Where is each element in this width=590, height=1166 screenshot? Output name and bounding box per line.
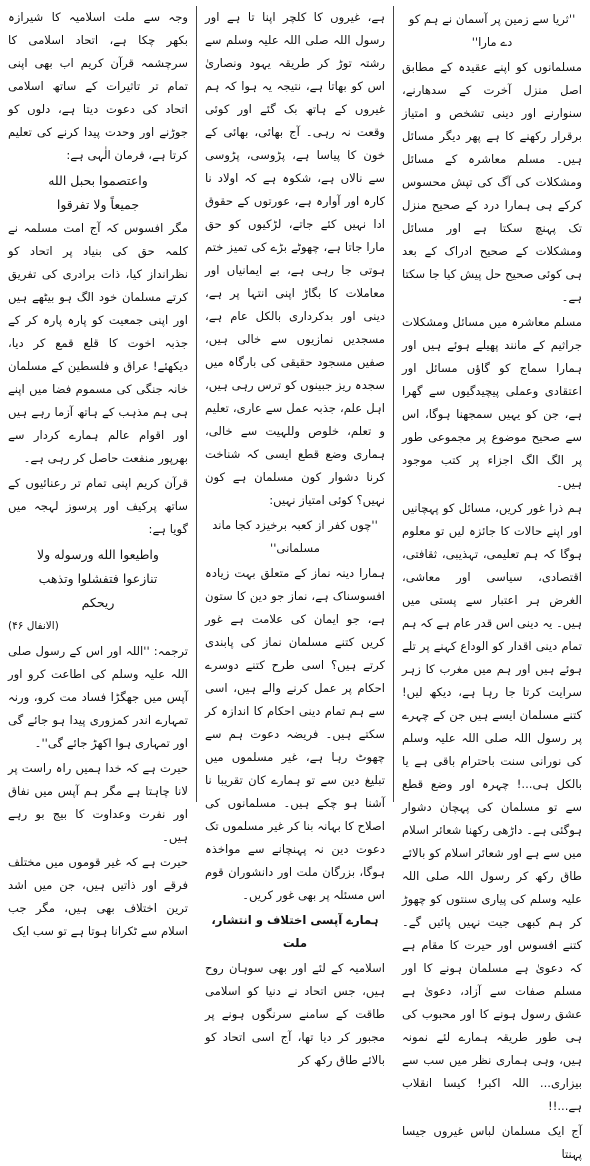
article-paragraph: مسلم معاشرہ میں مسائل ومشکلات جراثیم کے مانند پھیلے ہوئے ہیں اور ہمارا سماج کو گاؤں مسائل اور اعتقادی وعملی پیچیدگیوں سے گھرا ہے، جن کو یہیں سمجھنا ہوگا، اس سے صحیح موضوع پر مجموعی طور پر الگ الگ اجزاء پر کتب موجود ہیں۔	[402, 315, 582, 490]
verse-reference: (الانفال ۴۶)	[8, 620, 59, 632]
article-paragraph: ہمارا دینہ نماز کے متعلق بہت زیادہ افسوسناک ہے، نماز جو دین کا ستون ہے، جو ایمان کی علامت ہے غور کریں کتنے مسلمان نماز کی پابندی کرتے ہیں؟ اسی طرح کتنے دوسرے احکام پر عمل کرنے والے ہیں، اسی سے ہم تمام دینی احکام کا اندازہ کر سکتے ہیں۔ فریضہ دعوت ہم سے چھوٹ رہا ہے، غیر مسلموں میں تبلیغ دین سے تو ہمارے کان تقریبا نا آشنا ہو چکے ہیں۔ مسلمانوں کی اصلاح کا بہانہ بنا کر غیر مسلموں تک دعوت دین نہ پہنچانے سے مواخذہ ہوگا، بزرگان ملت اور دانشوران قوم اس مسئلہ پر بھی غور کریں۔	[205, 566, 385, 902]
article-paragraph: ہم ذرا غور کریں، مسائل کو پہچانیں اور اپنے حالات کا جائزہ لیں تو معلوم ہوگا کہ ہم تعلیمی، تہذیبی، ثقافتی، اقتصادی، سیاسی اور معاشی، الغرض ہر اعتبار سے پستی میں ہیں۔ یہ دینی اس قدر عام ہے کہ ہم تمام دینی اقدار کو الوداع کہنے پر تلے ہوئے ہیں اور ہم میں مغرب کا زہر سرایت کرتا جا رہا ہے، دیکھ لیں! کتنے مسلمان ایسے ہیں جن کے چہرے پر رسول اللہ صلی اللہ علیہ وسلم کی نورانی سنت باحترام باقی ہے یا بالکل ہی...! چہرہ اور وضع قطع سے تو مسلمان کی پہچان دشوار ہوگئی ہے۔ داڑھی رکھنا شعائر اسلام میں سے ہے اور شعائر اسلام کو بالائے طاق رکھ کر رسول اللہ صلی اللہ علیہ وسلم کی پیاری سنتوں کو چھوڑ کر ہم کبھی جیت نہیں پائیں گے۔ کتنے افسوس اور حیرت کا مقام ہے کہ دعویٰ ہے مسلمان ہونے کا اور مسلم صفات سے آزاد، دعویٰ ہے عشق رسول ہونے کا اور محبوب کی ہی طور طریقہ ہمارے لئے نمونہ ہیں، وہی ہماری نظر میں سب سے بیزاری... اللہ اکبر! کیسا انقلاب ہے...!!	[402, 501, 582, 1113]
article-paragraph: حیرت ہے کہ خدا ہمیں راہ راست پر لانا چاہتا ہے مگر ہم آپس میں نفاق اور نفرت وعداوت کا بیج بو رہے ہیں۔	[8, 761, 188, 844]
quranic-verse: تنازعوا فتفشلوا وتذهب	[38, 571, 158, 586]
article-paragraph: حیرت ہے کہ غیر قوموں میں مختلف فرقے اور ذاتیں ہیں، جن میں اشد ترین اختلاف بھی ہیں، مگر جب اسلام سے ٹکرانا ہوتا ہے تو سب ایک	[8, 855, 188, 938]
article-paragraph: مسلمانوں کو اپنے عقیدہ کے مطابق اصل منزل آخرت کے سدھارنے، سنوارنے اور دینی تشخص و امتیاز برقرار رکھنے کا ہے پھر دیگر مسائل ہیں۔ مسلم معاشرہ کے مسائل ومشکلات کی آگ کی تپش محسوس کرکے ہی ہمارا درد کے صحیح منزل تک پہنچ سکتا ہے اور مسائل ومشکلات کے صحیح ادراک کے بعد ہی کوئی صحیح حل پیش کیا جا سکتا ہے۔	[402, 60, 582, 304]
article-paragraph: قرآن کریم اپنی تمام تر رعنائیوں کے ساتھ پرکیف اور پرسوز لہجہ میں گویا ہے:	[8, 476, 188, 536]
column-middle	[203, 6, 387, 1067]
column-divider	[393, 6, 394, 802]
quranic-verse: جميعاً ولا تفرقوا	[56, 197, 140, 212]
column-right	[400, 6, 584, 1161]
article-paragraph: آج ایک مسلمان لباس غیروں جیسا پہنتا	[402, 1124, 582, 1161]
quoted-verse: ''ثریا سے زمین پر آسمان نے ہم کو دے مارا''	[408, 12, 576, 49]
article-paragraph: ہے، غیروں کا کلچر اپنا تا ہے اور رسول اللہ صلی اللہ علیہ وسلم سے رشتہ توڑ کر طریقہ یہود ونصاریٰ اس کو بھاتا ہے، نتیجہ یہ ہوا کہ ہم غیروں کے ہاتھ بک گئے اور کوئی وقعت نہ رہی۔ آج بھائی، بھائی کے خون کا پیاسا ہے، پڑوسی، پڑوسی سے نالاں ہے، شکوہ ہے کہ اولاد نا کارہ اور آوارہ ہے، عورتوں کے حقوق ادا نہیں کئے جاتے، لڑکیوں کو حق مارا جاتا ہے، چھوٹے بڑے کی تمیز ختم ہوتی جا رہی ہے، بے ایمانیاں اور معاملات کا بگاڑ اپنی انتہا پر ہے، دینی اور بدکرداری بالکل عام ہے، مسجدیں نمازیوں سے خالی ہیں، صفیں مسجود حقیقی کی بارگاہ میں سجدہ ریز جبینوں کو ترس رہی ہیں، اہل علم، جذبہ عمل سے عاری، تعلیم و تعلم، خلوص وللہیت سے خالی، ہماری وضع قطع ایسی کہ شناخت کرنا دشوار کون مسلمان ہے کون نہیں؟ کوئی امتیاز نہیں:	[205, 10, 385, 507]
article-paragraph: اسلامیہ کے لئے اور بھی سوہان روح ہیں، جس اتحاد نے دنیا کو اسلامی طاقت کے سامنے سرنگوں ہونے پر مجبور کر دیا تھا، آج اسی اتحاد کو بالائے طاق رکھ کر	[205, 961, 385, 1067]
quranic-verse: واعتصموا بحبل الله	[48, 173, 148, 188]
quranic-verse: واطيعوا الله ورسوله ولا	[37, 547, 159, 562]
column-divider	[196, 6, 197, 802]
quoted-verse: ''چوں کفر از کعبہ برخیزد کجا ماند مسلمانی''	[212, 518, 378, 555]
column-left	[6, 6, 190, 938]
paragraph-lead: ہمارے آپسی اختلاف و انتشار، ملت	[211, 913, 379, 950]
article-paragraph: ترجمہ: ''اللہ اور اس کے رسول صلی اللہ علیہ وسلم کی اطاعت کرو اور آپس میں جھگڑا فساد مت کرو، ورنہ تمہارے اندر کمزوری پیدا ہو جائے گی اور تمہاری ہوا اکھڑ جائے گی''۔	[8, 644, 188, 750]
article-paragraph: وجہ سے ملت اسلامیہ کا شیرازہ بکھر چکا ہے، اتحاد اسلامی کا سرچشمہ قرآن کریم اب بھی اپنی تمام تر تاثیرات کے ساتھ اسلامی اتحاد کی دعوت دیتا ہے، دلوں کو جوڑنے اور وحدت پیدا کرنے کی تعلیم کرتا ہے، فرمان الٰہی ہے:	[8, 10, 188, 162]
article-paragraph: مگر افسوس کہ آج امت مسلمہ نے کلمہ حق کی بنیاد پر اتحاد کو نظرانداز کیا، ذات برادری کی تفریق کرتے مسلمان خود الگ ہو بیٹھے ہیں اور اپنی جمعیت کو پارہ پارہ کر کے جذبہ اخوت کا قلع قمع کر دیا، دیکھئے! عراق و فلسطین کے مسلمان خانہ جنگی کی مسموم فضا میں اپنے ہی ہم مذہب کے ہاتھ آزما رہے ہیں اور اقوام عالم ہمارے کردار سے بھرپور منفعت حاصل کر رہی ہے۔	[8, 221, 188, 465]
quranic-verse: ريحكم	[81, 595, 115, 610]
